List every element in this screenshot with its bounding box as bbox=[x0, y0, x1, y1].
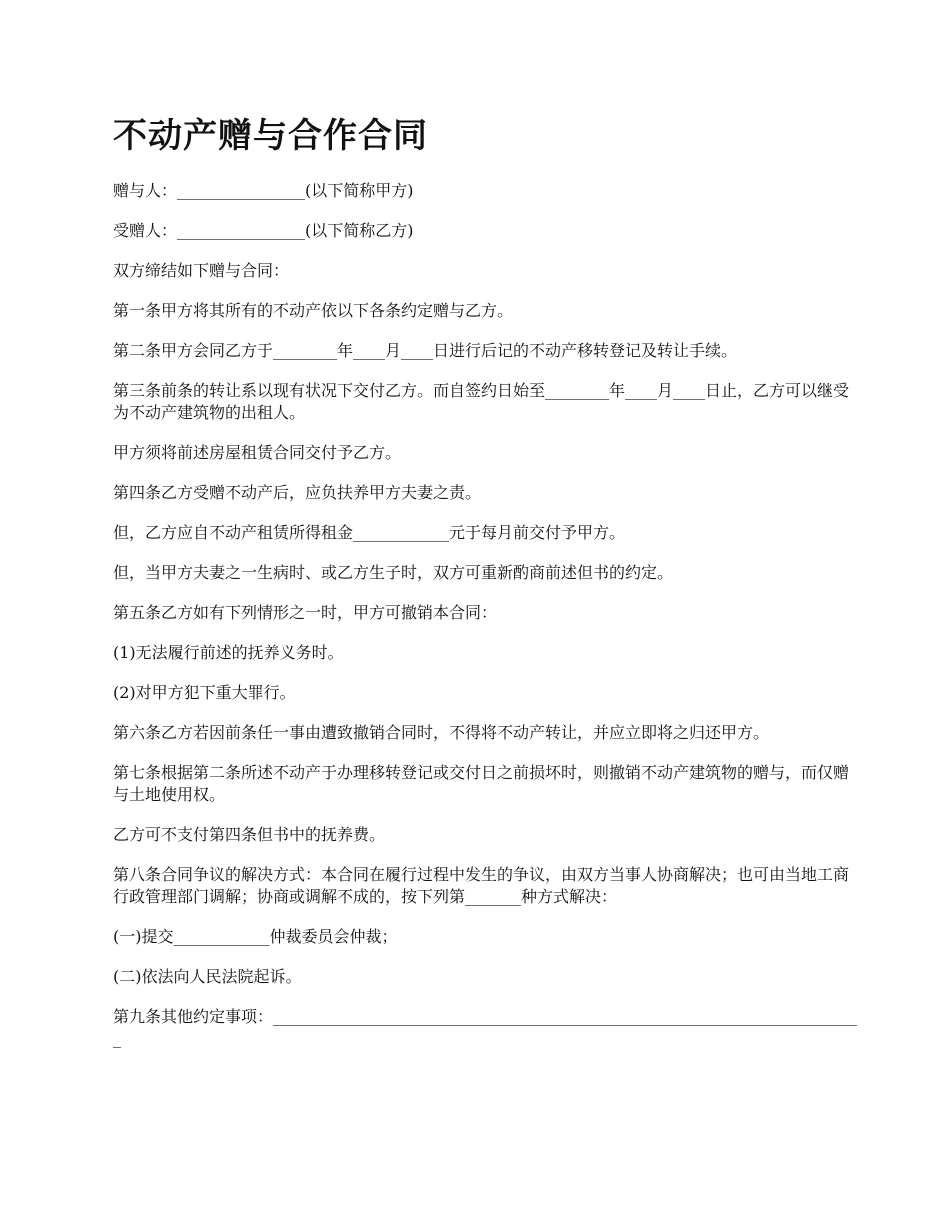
contract-intro: 双方缔结如下赠与合同： bbox=[113, 261, 290, 280]
article-9: 第九条其他约定事项：__________________________________________________________________________ bbox=[113, 1007, 858, 1048]
article-8: 第八条合同争议的解决方式：本合同在履行过程中发生的争议，由双方当事人协商解决；也可由当地工商行政管理部门调解；协商或调解不成的，按下列第_______种方式解决： bbox=[113, 865, 850, 906]
article-7: 第七条根据第二条所述不动产于办理移转登记或交付日之前损坏时，则撤销不动产建筑物的赠与，而仅赠与土地使用权。 bbox=[113, 763, 850, 804]
article-2: 第二条甲方会同乙方于________年____月____日进行后记的不动产移转登记及转让手续。 bbox=[113, 341, 738, 360]
article-5: 第五条乙方如有下列情形之一时，甲方可撤销本合同： bbox=[113, 603, 498, 622]
article-8-option-2: (二)依法向人民法院起诉。 bbox=[113, 967, 302, 986]
article-5-item-1: (1)无法履行前述的抚养义务时。 bbox=[113, 643, 344, 662]
document-page bbox=[113, 112, 858, 1068]
article-3-note: 甲方须将前述房屋租赁合同交付予乙方。 bbox=[113, 443, 402, 462]
article-8-option-1: (一)提交____________仲裁委员会仲裁； bbox=[113, 927, 398, 946]
donor-line: 赠与人：________________(以下简称甲方) bbox=[113, 181, 414, 200]
document-title: 不动产赠与合作合同 bbox=[113, 116, 428, 156]
article-6: 第六条乙方若因前条任一事由遭致撤销合同时，不得将不动产转让，并应立即将之归还甲方。 bbox=[113, 723, 770, 742]
article-4-proviso-2: 但，当甲方夫妻之一生病时、或乙方生子时，双方可重新酌商前述但书的约定。 bbox=[113, 563, 674, 582]
article-5-item-2: (2)对甲方犯下重大罪行。 bbox=[113, 683, 296, 702]
article-4: 第四条乙方受赠不动产后，应负扶养甲方夫妻之责。 bbox=[113, 483, 482, 502]
article-1: 第一条甲方将其所有的不动产依以下各条约定赠与乙方。 bbox=[113, 301, 514, 320]
article-3: 第三条前条的转让系以现有状况下交付乙方。而自签约日始至________年____月____日止，乙方可以继受为不动产建筑物的出租人。 bbox=[113, 381, 850, 422]
article-4-proviso-1: 但，乙方应自不动产租赁所得租金____________元于每月前交付予甲方。 bbox=[113, 523, 626, 542]
article-7-note: 乙方可不支付第四条但书中的抚养费。 bbox=[113, 825, 386, 844]
donee-line: 受赠人：________________(以下简称乙方) bbox=[113, 221, 414, 240]
